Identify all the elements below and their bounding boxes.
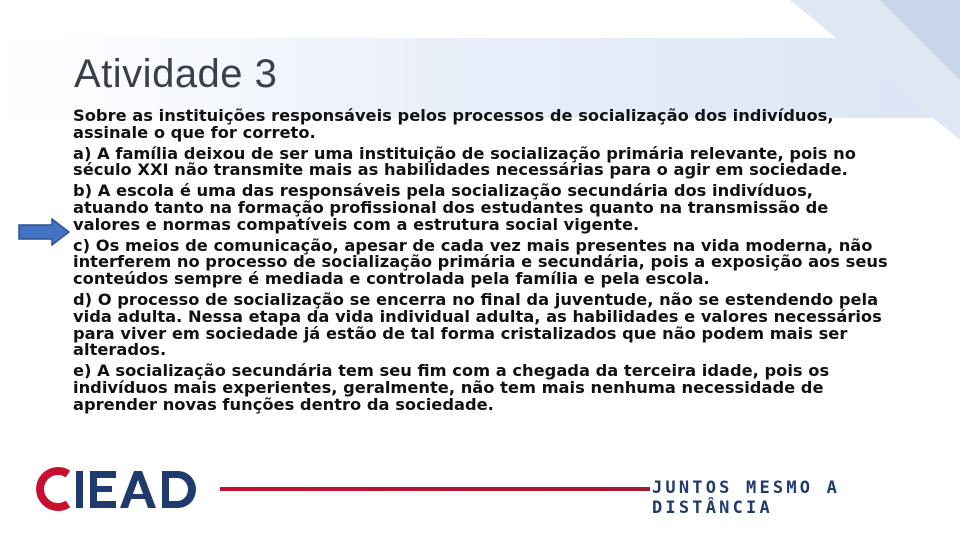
option-b: b) A escola é uma das responsáveis pela socialização secundária dos indivíduos, atuando tanto na formação profissional dos estudantes quanto na transmissão de valores e normas compatíveis com a estrutura social vigente. [73,181,829,234]
option-a: a) A família deixou de ser uma instituição de socialização primária relevante, pois no século XXI não transmite mais as habilidades necessárias para o agir em sociedade. [73,143,856,180]
cead-logo [28,466,218,512]
question-text: Sobre as instituições responsáveis pelos processos de socialização dos indivíduos, assinale o que for correto. [73,106,834,142]
right-arrow-icon [18,218,70,246]
option-c: c) Os meios de comunicação, apesar de cada vez mais presentes na vida moderna, não interferem no processo de socialização primária e secundária, pois a exposição aos seus conteúdos sempre é mediada e controlada pela família e pela escola. [73,235,888,289]
activity-content [73,108,888,418]
brand-tagline: JUNTOS MESMO A DISTÂNCIA [652,478,841,518]
brand-divider [220,487,650,491]
option-d: d) O processo de socialização se encerra no final da juventude, não se estendendo pela vida adulta. Nessa etapa da vida individual adulta, as habilidades e valores necessários para viver em sociedade já estão de tal forma cristalizados que não podem mais ser alterados. [73,289,882,360]
option-e: e) A socialização secundária tem seu fim com a chegada da terceira idade, pois os indivíduos mais experientes, geralmente, não tem mais nenhuma necessidade de aprender novas funções dentro da sociedade. [73,361,830,414]
slide-title: Atividade 3 [74,52,278,96]
